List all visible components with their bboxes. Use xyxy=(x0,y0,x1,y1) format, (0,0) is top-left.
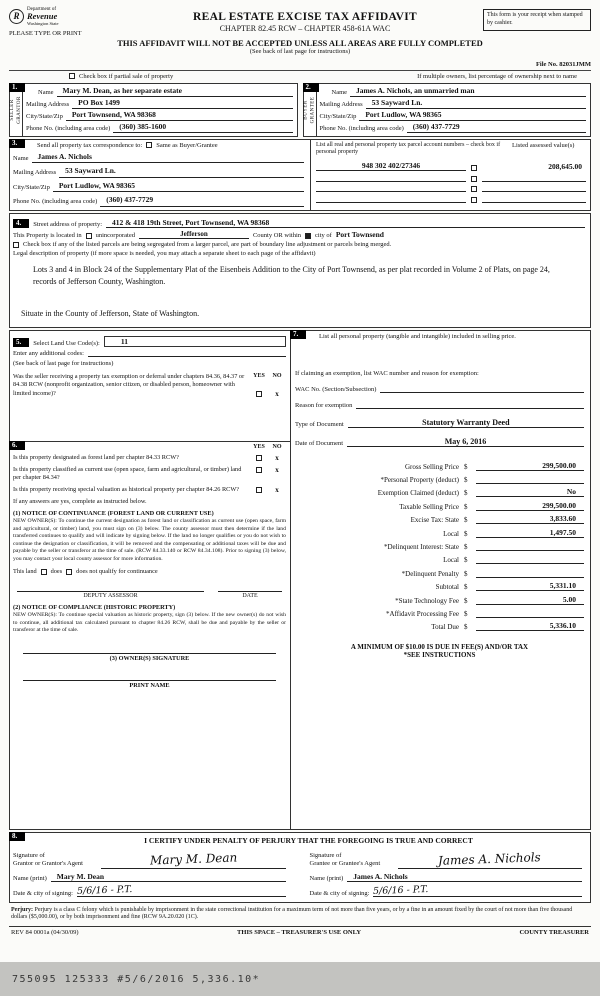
rev-form-number: REV 84 0001a (04/30/09) xyxy=(11,929,79,937)
type-or-print-note: PLEASE TYPE OR PRINT xyxy=(9,29,82,37)
wac-number-line[interactable] xyxy=(380,392,584,393)
subtotal-label: Subtotal xyxy=(435,583,459,592)
buyer-city-label: City/State/Zip xyxy=(319,113,357,121)
historic-no-answer[interactable]: x xyxy=(275,486,279,495)
seller-mailing-label: Mailing Address xyxy=(26,101,70,109)
logo-dept-text: Department of xyxy=(27,7,57,12)
print-name-line[interactable]: PRINT NAME xyxy=(23,680,276,689)
street-address-value[interactable]: 412 & 418 19th Street, Port Townsend, WA 98368 xyxy=(106,218,585,228)
notice-continuance-title: (1) NOTICE OF CONTINUANCE (FOREST LAND OR CURRENT USE) xyxy=(13,510,214,518)
same-as-buyer-checkbox[interactable] xyxy=(146,142,152,148)
county-value[interactable]: Jefferson xyxy=(139,230,249,239)
gross-selling-price-label: Gross Selling Price xyxy=(404,462,459,471)
additional-codes-line[interactable] xyxy=(88,356,286,357)
cashier-stamp-strip xyxy=(0,962,600,996)
grantor-signature-block xyxy=(13,850,286,897)
correspondence-name-value[interactable]: James A. Nichols xyxy=(32,152,304,164)
land-use-label: Select Land Use Code(s): xyxy=(33,339,100,347)
dor-logo xyxy=(9,7,127,26)
sec6-yes-header: YES xyxy=(253,443,265,450)
grantee-sig-label-1: Signature of xyxy=(309,851,342,859)
assessed-values-header: Listed assessed value(s) xyxy=(512,141,575,149)
currency-sign: $ xyxy=(464,502,468,511)
correspondence-phone-label: Phone No. (including area code) xyxy=(13,198,98,206)
grantee-name-print-value[interactable]: James A. Nichols xyxy=(347,872,582,882)
seller-grantor-side-label: SELLER GRANTOR xyxy=(10,95,23,124)
land-use-box xyxy=(9,330,291,442)
does-label: does xyxy=(50,568,63,576)
total-due-label: Total Due xyxy=(431,623,459,632)
historic-question: Is this property receiving special valuation as historical property per chapter 84.26 RCW? xyxy=(13,486,240,494)
type-of-document-value[interactable]: Statutory Warranty Deed xyxy=(348,418,584,428)
parcel-number-line-3[interactable] xyxy=(316,191,466,192)
correspondence-phone-value[interactable]: (360) 437-7729 xyxy=(100,195,304,207)
top-options-row xyxy=(9,70,591,82)
forest-yes-checkbox[interactable] xyxy=(256,455,262,461)
does-not-label: does not qualify for continuance xyxy=(76,568,158,576)
receipt-note-box: This form is your receipt when stamped by cashier. xyxy=(483,9,591,31)
city-checkbox[interactable] xyxy=(305,233,311,239)
section-6-number: 6. xyxy=(9,441,25,450)
buyer-phone-label: Phone No. (including area code) xyxy=(319,125,404,133)
section-1-number: 1. xyxy=(9,83,25,92)
this-land-label: This land xyxy=(13,568,37,576)
correspondence-city-label: City/State/Zip xyxy=(13,183,50,191)
buyer-phone-value[interactable]: (360) 437-7729 xyxy=(407,122,586,134)
grantor-name-print-value[interactable]: Mary M. Dean xyxy=(51,872,286,882)
personal-property-label: List all personal property (tangible and intangible) included in selling price. xyxy=(319,332,516,340)
grantor-sig-label-2: Grantor or Grantor's Agent xyxy=(13,860,83,868)
grantee-date-city-label: Date & city of signing: xyxy=(309,889,370,897)
delinquent-penalty-value[interactable] xyxy=(476,569,584,578)
currency-sign: $ xyxy=(464,543,468,551)
grantor-date-city-label: Date & city of signing: xyxy=(13,889,73,897)
grantee-signature[interactable]: James A. Nichols xyxy=(438,849,542,868)
delinquent-interest-state-value[interactable] xyxy=(476,542,584,551)
excise-tax-table xyxy=(295,457,584,631)
section-2-number: 2. xyxy=(303,83,319,92)
buyer-mailing-label: Mailing Address xyxy=(319,101,363,109)
deputy-assessor-signature-line[interactable]: DEPUTY ASSESSOR xyxy=(17,591,204,599)
revenue-r-icon: R xyxy=(9,9,24,24)
section-5-number: 5. xyxy=(13,338,29,347)
reason-exemption-line[interactable] xyxy=(356,408,584,409)
legal-description-value[interactable]: Lots 3 and 4 in Block 24 of the Supplementary Plat of the Eisenbeis Addition to the City of Port Townsend, as per plat recorded in Volume 2 of Plats, on page 24, records of Jefferson County, Washington. xyxy=(33,264,550,286)
currency-sign: $ xyxy=(464,529,468,538)
assessed-value-line-2[interactable] xyxy=(482,181,586,182)
taxable-selling-price-label: Taxable Selling Price xyxy=(399,502,459,511)
parcel-number-value[interactable]: 948 302 402/27346 xyxy=(316,161,466,171)
excise-tax-state-value[interactable]: 3,833.60 xyxy=(476,514,584,524)
treasurer-space-label: THIS SPACE – TREASURER'S USE ONLY xyxy=(237,929,362,937)
bottom-row xyxy=(9,926,591,936)
currency-sign: $ xyxy=(464,476,468,485)
legal-description-label: Legal description of property (if more space is needed, you may attach a separate sheet to each page of the affidavit) xyxy=(13,249,316,257)
certification-box xyxy=(9,832,591,903)
taxable-selling-price-value[interactable]: 299,500.00 xyxy=(476,501,584,511)
notice-compliance-body: NEW OWNER(S): To continue special valuation as historic property, sign (3) below. If the new owner(s) do not wish to continue, all additional tax calculated pursuant to chapter 84.26 RCW, shall be due and payable by the seller or transferor at the time of sale. xyxy=(13,612,286,634)
seller-mailing-value[interactable]: PO Box 1499 xyxy=(72,98,292,110)
city-of-label: city of xyxy=(315,231,332,239)
property-address-box xyxy=(9,213,591,328)
see-back-note: (See back of last page for instructions) xyxy=(249,47,351,55)
sec5-yes-header: YES xyxy=(253,372,265,379)
buyer-grantee-side-label: BUYER GRANTEE xyxy=(303,96,316,123)
affidavit-processing-fee-label: *Affidavit Processing Fee xyxy=(386,609,459,618)
buyer-name-value[interactable]: James A. Nichols, an unmarried man xyxy=(350,86,586,98)
excise-tax-local-value[interactable]: 1,497.50 xyxy=(476,528,584,538)
seller-name-label: Name xyxy=(38,88,54,96)
parcel-number-line-2[interactable] xyxy=(316,181,466,182)
see-instructions-note: *SEE INSTRUCTIONS xyxy=(403,651,476,660)
correspondence-mailing-value[interactable]: 53 Sayward Ln. xyxy=(59,166,304,178)
currency-sign: $ xyxy=(464,623,468,632)
grantor-date-city-value[interactable]: 5/6/16 - P.T. xyxy=(76,883,133,897)
sec6-no-header: NO xyxy=(272,443,282,450)
personal-property-checkbox-1[interactable] xyxy=(471,165,477,171)
assessed-value[interactable]: 208,645.00 xyxy=(548,162,582,171)
seller-phone-label: Phone No. (including area code) xyxy=(26,125,111,133)
certify-statement: I CERTIFY UNDER PENALTY OF PERJURY THAT THE FOREGOING IS TRUE AND CORRECT xyxy=(144,835,473,845)
personal-property-checkbox-4[interactable] xyxy=(471,197,477,203)
exemption-claimed-label: Exemption Claimed (deduct) xyxy=(377,489,459,498)
form-subtitle: CHAPTER 82.45 RCW – CHAPTER 458-61A WAC xyxy=(219,24,391,33)
does-qualify-checkbox[interactable] xyxy=(41,569,47,575)
correspondence-mailing-label: Mailing Address xyxy=(13,169,57,177)
assessed-value-line-4[interactable] xyxy=(482,202,586,203)
date-of-document-value[interactable]: May 6, 2016 xyxy=(347,437,584,447)
delinquent-interest-state-label: *Delinquent Interest: State xyxy=(383,543,459,551)
date-of-document-label: Date of Document xyxy=(295,440,344,448)
personal-property-deduct-label: *Personal Property (deduct) xyxy=(380,476,459,485)
currency-sign: $ xyxy=(464,609,468,618)
same-as-buyer-label: Same as Buyer/Grantee xyxy=(156,141,218,149)
city-value[interactable]: Port Townsend xyxy=(335,229,384,239)
delinquent-penalty-label: *Delinquent Penalty xyxy=(401,569,459,578)
notice-compliance-title: (2) NOTICE OF COMPLIANCE (HISTORIC PROPERTY) xyxy=(13,604,176,612)
grantee-sig-label-2: Grantee or Grantee's Agent xyxy=(309,860,381,868)
forest-no-answer[interactable]: x xyxy=(275,453,279,462)
logo-state-text: Washington State xyxy=(27,20,59,26)
grantor-name-print-label: Name (print) xyxy=(13,874,47,882)
seller-city-label: City/State/Zip xyxy=(26,113,63,121)
currency-sign: $ xyxy=(464,516,468,525)
segregated-label: Check box if any of the listed parcels are being segregated from a larger parcel, are part of boundary line adjustment or parcels being merged. xyxy=(23,240,392,248)
buyer-grantee-box xyxy=(303,83,592,137)
gross-selling-price-value[interactable]: 299,500.00 xyxy=(476,461,584,471)
located-in-label: This Property is located in xyxy=(13,231,82,239)
exemption-claimed-value[interactable]: No xyxy=(476,487,584,497)
unincorporated-checkbox[interactable] xyxy=(86,233,92,239)
buyer-mailing-value[interactable]: 53 Sayward Ln. xyxy=(366,98,586,110)
seller-grantor-box xyxy=(9,83,298,137)
unincorporated-label: unincorporated xyxy=(95,231,135,239)
classification-box xyxy=(9,442,291,830)
grantee-date-city-value[interactable]: 5/6/16 - P.T. xyxy=(373,883,429,897)
partial-sale-checkbox[interactable] xyxy=(69,73,75,79)
type-of-document-label: Type of Document xyxy=(295,421,344,429)
currency-sign: $ xyxy=(464,462,468,471)
current-use-question: Is this property classified as current use (open space, farm and agricultural, or timber) land per chapter 84.34? xyxy=(13,465,242,481)
wac-number-label: WAC No. (Section/Subsection) xyxy=(295,386,377,394)
subtotal-value[interactable]: 5,331.10 xyxy=(476,581,584,591)
excise-tax-state-label: Excise Tax: State xyxy=(410,516,459,525)
currency-sign: $ xyxy=(464,569,468,578)
perjury-text: Perjury is a class C felony which is punishable by imprisonment in the state correctional institution for a maximum term of not more than five years, or by a fine in an amount fixed by the court of not more than five thousand dollars ($5,000.00), or by both imprisonment and fine (RCW 9A.20.020 (1C). xyxy=(11,906,573,921)
currency-sign: $ xyxy=(464,583,468,592)
minimum-fee-note: A MINIMUM OF $10.00 IS DUE IN FEE(S) AND/OR TAX xyxy=(350,643,529,652)
buyer-name-label: Name xyxy=(331,88,348,96)
multiple-owners-note: If multiple owners, list percentage of ownership next to name xyxy=(417,72,577,80)
file-number: File No. 82031JMM xyxy=(535,60,591,68)
correspondence-city-value[interactable]: Port Ludlow, WA 98365 xyxy=(53,181,304,193)
current-use-yes-checkbox[interactable] xyxy=(256,467,262,473)
parcel-number-line-4[interactable] xyxy=(316,202,466,203)
owners-signature-line[interactable]: (3) OWNER(S) SIGNATURE xyxy=(23,653,276,662)
excise-tax-local-label: Local xyxy=(443,529,459,538)
grantor-sig-label-1: Signature of xyxy=(13,851,45,859)
personal-property-checkbox-3[interactable] xyxy=(471,186,477,192)
segregated-checkbox[interactable] xyxy=(13,242,19,248)
current-use-no-answer[interactable]: x xyxy=(275,465,279,474)
delinquent-interest-local-label: Local xyxy=(443,556,459,565)
currency-sign: $ xyxy=(464,596,468,605)
section-7-number: 7. xyxy=(290,330,306,339)
personal-property-checkbox-2[interactable] xyxy=(471,176,477,182)
grantee-signature-block xyxy=(310,850,583,897)
perjury-bold-label: Perjury: xyxy=(11,906,33,913)
seller-city-value[interactable]: Port Townsend, WA 98368 xyxy=(66,110,293,122)
street-address-label: Street address of property: xyxy=(33,220,103,228)
form-title: REAL ESTATE EXCISE TAX AFFIDAVIT xyxy=(193,11,417,23)
if-yes-note: If any answers are yes, complete as instructed below. xyxy=(13,498,147,506)
deputy-date-line[interactable]: DATE xyxy=(218,591,282,599)
assessed-value-line-3[interactable] xyxy=(482,191,586,192)
historic-yes-checkbox[interactable] xyxy=(256,487,262,493)
notice-continuance-body: NEW OWNER(S): To continue the current designation as forest land or classification as current use (open space, farm and agricultural, or timber) land, you must sign on (3) below. The county assessor must then determine if the land transferred continues to qualify and will indicate by signing below. If the land no longer qualifies or you do not wish to continue the designation or classification, it will be removed and the compensating or additional taxes will be due and payable by the seller or transferor at the time of sale. (RCW 84.33.140 or RCW 84.34.108). Prior to signing (3) below, you may contact your local county assessor for more information. xyxy=(13,518,286,562)
delinquent-interest-local-value[interactable] xyxy=(476,555,584,564)
section-8-number: 8. xyxy=(9,832,25,841)
section-4-number: 4. xyxy=(13,219,29,228)
county-treasurer-label: COUNTY TREASURER xyxy=(519,929,589,937)
affidavit-processing-fee-value[interactable] xyxy=(476,609,584,618)
forest-land-question: Is this property designated as forest land per chapter 84.33 RCW? xyxy=(13,453,179,461)
warning-line: THIS AFFIDAVIT WILL NOT BE ACCEPTED UNLESS ALL AREAS ARE FULLY COMPLETED xyxy=(117,37,483,48)
does-not-qualify-checkbox[interactable] xyxy=(66,569,72,575)
tax-correspondence-box xyxy=(9,139,591,211)
personal-property-deduct-value[interactable] xyxy=(476,475,584,484)
partial-sale-label: Check box if partial sale of property xyxy=(79,72,174,80)
cashier-stamp-text: 755095 125333 #5/6/2016 5,336.10* xyxy=(12,973,261,985)
parcel-numbers-header: List all real and personal property tax parcel account numbers – check box if personal property xyxy=(316,141,501,155)
county-or-within-label: County OR within xyxy=(252,231,302,239)
sale-details-box xyxy=(291,330,591,830)
seller-phone-value[interactable]: (360) 385-1600 xyxy=(113,122,292,134)
buyer-city-value[interactable]: Port Ludlow, WA 98365 xyxy=(359,110,586,122)
sec5-no-header: NO xyxy=(272,372,282,379)
state-technology-fee-value[interactable]: 5.00 xyxy=(476,595,584,605)
currency-sign: $ xyxy=(464,556,468,565)
sec5-yes-checkbox[interactable] xyxy=(256,391,262,397)
state-technology-fee-label: *State Technology Fee xyxy=(395,596,459,605)
total-due-value[interactable]: 5,336.10 xyxy=(476,621,584,631)
sec5-no-answer[interactable]: x xyxy=(275,390,279,398)
currency-sign: $ xyxy=(464,489,468,498)
logo-name-text: Revenue xyxy=(27,11,58,21)
correspondence-name-label: Name xyxy=(13,154,29,162)
situate-line: Situate in the County of Jefferson, State of Washington. xyxy=(21,308,200,318)
perjury-notice xyxy=(9,907,591,923)
grantor-signature[interactable]: Mary M. Dean xyxy=(149,849,238,868)
section-3-number: 3. xyxy=(9,139,25,148)
additional-codes-label: Enter any additional codes: xyxy=(13,349,84,357)
land-use-code-value[interactable]: 11 xyxy=(104,336,286,347)
reason-exemption-label: Reason for exemption xyxy=(295,402,353,410)
exemption-claim-label: If claiming an exemption, list WAC number and reason for exemption: xyxy=(295,370,479,378)
land-use-see-back-note: (See back of last page for instructions) xyxy=(13,359,114,367)
seller-name-value[interactable]: Mary M. Dean, as her separate estate xyxy=(57,86,293,98)
grantee-name-print-label: Name (print) xyxy=(309,874,344,882)
exemption-deferral-question: Was the seller receiving a property tax exemption or deferral under chapters 84.36, 84.37 or 84.38 RCW (nonprofit organization, senior citizen, or disabled person, homeowner with limited income)? xyxy=(13,372,245,397)
send-correspondence-label: Send all property tax correspondence to: xyxy=(37,141,143,149)
header xyxy=(9,7,591,37)
